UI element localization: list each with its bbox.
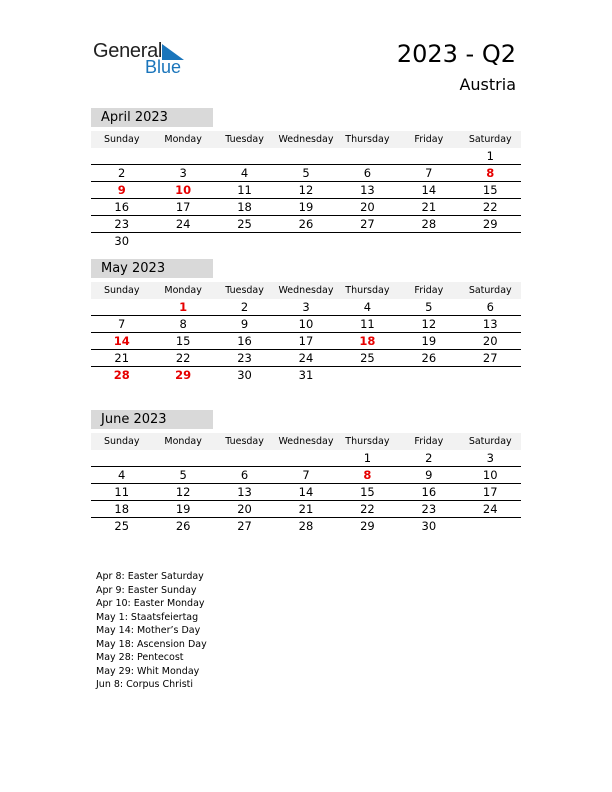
holiday-date-cell: 14 <box>113 334 130 348</box>
week-row <box>91 316 521 333</box>
date-cell: 14 <box>421 183 437 197</box>
week-row <box>91 350 521 367</box>
holiday-note: Apr 9: Easter Sunday <box>96 584 197 596</box>
date-cell <box>398 148 459 164</box>
date-cell <box>398 367 459 384</box>
date-cell: 19 <box>421 334 437 348</box>
date-cell: 5 <box>425 300 433 314</box>
holiday-date-cell: 8 <box>363 468 372 482</box>
date-cell: 13 <box>237 485 252 499</box>
date-cell: 9 <box>425 468 433 482</box>
date-cell: 16 <box>114 200 130 214</box>
week-row <box>91 299 521 316</box>
weekday-header-row <box>91 131 521 148</box>
weekday-label: Monday <box>164 285 202 296</box>
date-cell: 21 <box>421 200 437 214</box>
week-row <box>91 484 521 501</box>
date-cell: 27 <box>360 217 375 231</box>
date-cell: 15 <box>175 334 191 348</box>
date-cell: 24 <box>298 351 314 365</box>
date-cell <box>214 148 275 164</box>
date-cell: 10 <box>482 468 498 482</box>
date-cell <box>398 233 459 250</box>
brand-word-general: General <box>93 40 163 62</box>
date-cell <box>275 233 336 250</box>
weekday-label: Thursday <box>345 285 390 296</box>
date-cell: 19 <box>298 200 314 214</box>
date-cell: 2 <box>118 166 126 180</box>
date-cell: 11 <box>360 317 375 331</box>
holiday-note: May 28: Pentecost <box>96 652 184 663</box>
date-cell: 30 <box>114 234 130 248</box>
holiday-note: May 14: Mother’s Day <box>96 625 201 636</box>
week-row <box>91 165 521 182</box>
date-cell: 29 <box>360 519 375 533</box>
week-row <box>91 199 521 216</box>
date-cell <box>337 367 398 384</box>
date-cell: 18 <box>237 200 252 214</box>
date-cell: 27 <box>482 351 498 365</box>
month-april <box>91 108 521 250</box>
date-cell: 25 <box>360 351 375 365</box>
date-cell: 22 <box>360 502 375 516</box>
date-cell: 30 <box>421 519 437 533</box>
weekday-label: Sunday <box>103 285 140 296</box>
weekday-label: Thursday <box>345 436 390 447</box>
date-cell: 24 <box>482 502 498 516</box>
weekday-label: Sunday <box>103 134 140 145</box>
weekday-label: Wednesday <box>278 285 334 296</box>
month-label: May 2023 <box>91 259 213 278</box>
date-cell <box>214 233 275 250</box>
date-cell: 15 <box>360 485 375 499</box>
date-cell: 2 <box>240 300 249 314</box>
date-cell: 5 <box>302 166 310 180</box>
date-cell <box>214 450 275 466</box>
date-cell: 12 <box>421 317 437 331</box>
holiday-date-cell: 10 <box>175 183 192 197</box>
date-cell: 26 <box>421 351 437 365</box>
date-cell: 14 <box>298 485 314 499</box>
date-cell: 15 <box>482 183 498 197</box>
date-cell: 22 <box>482 200 498 214</box>
date-cell: 6 <box>486 300 494 314</box>
holiday-note: Apr 8: Easter Saturday <box>96 571 204 582</box>
date-cell: 31 <box>298 368 314 382</box>
date-cell <box>91 450 152 466</box>
date-cell: 5 <box>179 468 187 482</box>
weekday-label: Monday <box>164 134 202 145</box>
date-cell: 17 <box>482 485 498 499</box>
date-cell: 8 <box>179 317 187 331</box>
date-cell <box>275 148 336 164</box>
date-cell <box>337 148 398 164</box>
date-cell: 17 <box>175 200 191 214</box>
week-row <box>91 182 521 199</box>
weekday-label: Saturday <box>468 134 512 145</box>
date-cell <box>152 233 213 250</box>
date-cell <box>91 148 152 164</box>
weekday-header-row <box>91 282 521 299</box>
week-row <box>91 450 521 467</box>
date-cell <box>460 233 521 250</box>
week-row <box>91 333 521 350</box>
date-cell: 16 <box>421 485 437 499</box>
date-cell: 7 <box>302 468 310 482</box>
date-cell: 29 <box>482 217 498 231</box>
date-cell: 13 <box>482 317 498 331</box>
country-name: Austria <box>459 75 516 94</box>
holiday-note: Apr 10: Easter Monday <box>96 598 205 609</box>
date-cell: 17 <box>298 334 314 348</box>
date-cell: 23 <box>237 351 252 365</box>
date-cell: 7 <box>425 166 433 180</box>
date-cell: 18 <box>114 502 130 516</box>
date-cell: 26 <box>175 519 191 533</box>
date-cell: 28 <box>298 519 314 533</box>
weekday-label: Tuesday <box>225 436 264 447</box>
date-cell: 25 <box>114 519 130 533</box>
date-cell: 7 <box>118 317 126 331</box>
date-cell: 4 <box>118 468 126 482</box>
date-cell: 19 <box>175 502 191 516</box>
week-row <box>91 233 521 250</box>
date-cell: 9 <box>240 317 249 331</box>
month-june <box>91 410 521 535</box>
date-cell: 6 <box>240 468 249 482</box>
month-label: June 2023 <box>91 410 213 429</box>
week-row <box>91 216 521 233</box>
weekday-label: Wednesday <box>278 134 334 145</box>
weekday-label: Friday <box>414 285 444 296</box>
date-cell: 20 <box>482 334 498 348</box>
page-title: 2023 - Q2 <box>396 40 516 68</box>
date-cell <box>275 450 336 466</box>
date-cell: 12 <box>298 183 314 197</box>
month-label: April 2023 <box>91 108 213 127</box>
date-cell: 21 <box>114 351 130 365</box>
holiday-list <box>96 570 207 692</box>
date-cell: 22 <box>175 351 191 365</box>
date-cell <box>91 299 152 315</box>
date-cell: 25 <box>237 217 252 231</box>
weekday-label: Friday <box>414 436 444 447</box>
date-cell: 21 <box>298 502 314 516</box>
weekday-label: Saturday <box>468 436 512 447</box>
holiday-date-cell: 1 <box>179 300 188 314</box>
date-cell: 11 <box>114 485 130 499</box>
holiday-date-cell: 9 <box>117 183 126 197</box>
holiday-note: May 18: Ascension Day <box>96 638 207 650</box>
date-cell: 10 <box>298 317 314 331</box>
weekday-label: Tuesday <box>225 285 264 296</box>
weekday-label: Monday <box>164 436 202 447</box>
date-cell: 1 <box>486 149 494 163</box>
date-cell: 23 <box>421 502 437 516</box>
date-cell: 12 <box>175 485 191 499</box>
holiday-date-cell: 8 <box>486 166 495 180</box>
date-cell: 13 <box>360 183 375 197</box>
weekday-label: Sunday <box>103 436 140 447</box>
date-cell: 11 <box>237 183 252 197</box>
date-cell <box>152 450 213 466</box>
date-cell: 20 <box>237 502 252 516</box>
week-row <box>91 367 521 384</box>
weekday-header-row <box>91 433 521 450</box>
date-cell <box>337 233 398 250</box>
date-cell: 3 <box>302 300 310 314</box>
holiday-note: May 29: Whit Monday <box>96 665 200 677</box>
weekday-label: Wednesday <box>278 436 334 447</box>
date-cell: 26 <box>298 217 314 231</box>
date-cell: 23 <box>114 217 130 231</box>
holiday-date-cell: 18 <box>359 334 376 348</box>
date-cell: 28 <box>421 217 437 231</box>
date-cell <box>152 148 213 164</box>
date-cell: 27 <box>237 519 252 533</box>
date-cell: 3 <box>486 451 494 465</box>
date-cell: 24 <box>175 217 191 231</box>
date-cell: 1 <box>363 451 372 465</box>
date-cell <box>460 518 521 535</box>
week-row <box>91 467 521 484</box>
weekday-label: Saturday <box>468 285 512 296</box>
brand-logo <box>93 40 203 80</box>
month-may <box>91 259 521 384</box>
week-row <box>91 518 521 535</box>
holiday-date-cell: 28 <box>113 368 130 382</box>
date-cell: 20 <box>360 200 375 214</box>
brand-word-blue: Blue <box>145 57 182 77</box>
holiday-note: May 1: Staatsfeiertag <box>96 611 199 623</box>
week-row <box>91 148 521 165</box>
holiday-note: Jun 8: Corpus Christi <box>96 679 194 690</box>
week-row <box>91 501 521 518</box>
date-cell <box>460 367 521 384</box>
date-cell: 3 <box>179 166 187 180</box>
weekday-label: Tuesday <box>225 134 264 145</box>
date-cell: 2 <box>425 451 433 465</box>
weekday-label: Friday <box>414 134 444 145</box>
weekday-label: Thursday <box>345 134 390 145</box>
holiday-date-cell: 29 <box>175 368 192 382</box>
date-cell: 16 <box>237 334 252 348</box>
date-cell: 30 <box>237 368 252 382</box>
date-cell: 6 <box>363 166 372 180</box>
date-cell: 4 <box>240 166 249 180</box>
date-cell: 4 <box>363 300 372 314</box>
